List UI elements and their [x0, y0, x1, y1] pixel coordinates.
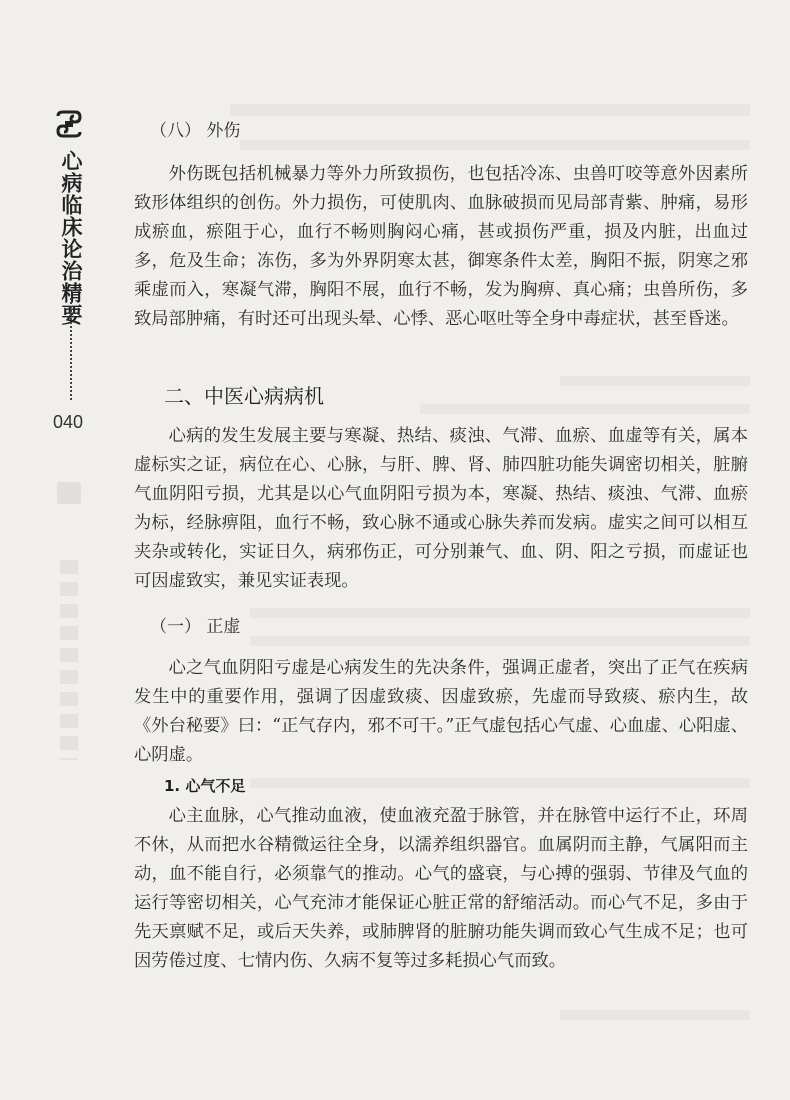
paragraph-trauma: 外伤既包括机械暴力等外力所致损伤，也包括冷冻、虫兽叮咬等意外因素所致形体组织的创伤。外力损伤，可使肌肉、血脉破损而见局部青紫、肿痛，易形成瘀血，瘀阻于心，血行不畅则胸闷心痛，甚或损伤严重，损及内脏，出血过多，危及生命；冻伤，多为外界阴寒太甚，御寒条件太差，胸阳不振，阴寒之邪乘虚而入，寒凝气滞，胸阳不展，血行不畅，发为胸痹、真心痛；虫兽所伤，多致局部肿痛，有时还可出现头晕、心悸、恶心呕吐等全身中毒症状，甚至昏迷。 — [134, 164, 748, 329]
show-through-line — [250, 778, 750, 788]
paragraph-heart-qi: 心主血脉，心气推动血液，使血液充盈于脉管，并在脉管中运行不止，环周不休，从而把水谷精微运往全身，以濡养组织器官。血属阴而主静，气属阳而主动，血不能自行，必须靠气的推动。心气的盛衰，与心搏的强弱、节律及气血的运行等密切相关，心气充沛才能保证心脏正常的舒缩活动。而心气不足，多由于先天禀赋不足，或后天失养，或肺脾肾的脏腑功能失调而致心气生成不足；也可因劳倦过度、七情内伤、久病不复等过多耗损心气而致。 — [134, 806, 748, 971]
show-through-line — [560, 376, 750, 386]
section-heading-deficiency: （一） 正虚 — [150, 617, 241, 637]
show-through-line — [250, 636, 750, 646]
paragraph-pathogenesis: 心病的发生发展主要与寒凝、热结、痰浊、气滞、血瘀、血虚等有关，属本虚标实之证，病位在心、心脉，与肝、脾、肾、肺四脏功能失调密切相关，脏腑气血阴阳亏损，尤其是以心气血阴阳亏损为本，寒凝、热结、痰浊、气滞、血瘀为标，经脉痹阻，血行不畅，致心脉不通或心脉失养而发病。虚实之间可以相互夹杂或转化，实证日久，病邪伤正，可分别兼气、血、阴、阳之亏损，而虚证也可因虚致实，兼见实证表现。 — [134, 426, 748, 591]
show-through-line — [250, 608, 750, 618]
dotted-leader — [70, 298, 72, 400]
show-through-vertical-title — [60, 560, 78, 760]
show-through-line — [230, 104, 750, 116]
page-number: 040 — [52, 412, 84, 432]
book-title-vertical: 心病临床论治精要 — [59, 150, 84, 326]
subsection-heading-heart-qi: 1. 心气不足 — [164, 777, 246, 795]
show-through-line — [420, 404, 750, 414]
chapter-heading-pathogenesis: 二、中医心病病机 — [164, 384, 324, 408]
show-through-line — [560, 1010, 750, 1020]
ornament-icon — [54, 110, 84, 138]
section-heading-trauma: （八） 外伤 — [150, 121, 241, 141]
paragraph-deficiency: 心之气血阴阳亏虚是心病发生的先决条件，强调正虚者，突出了正气在疾病发生中的重要作用，强调了因虚致痰、因虚致瘀，先虚而导致痰、瘀内生，故《外台秘要》曰：“正气存内，邪不可干。”正气虚包括心气虚、心血虚、心阳虚、心阴虚。 — [134, 658, 748, 765]
show-through-ornament — [57, 482, 81, 504]
show-through-line — [240, 140, 750, 150]
